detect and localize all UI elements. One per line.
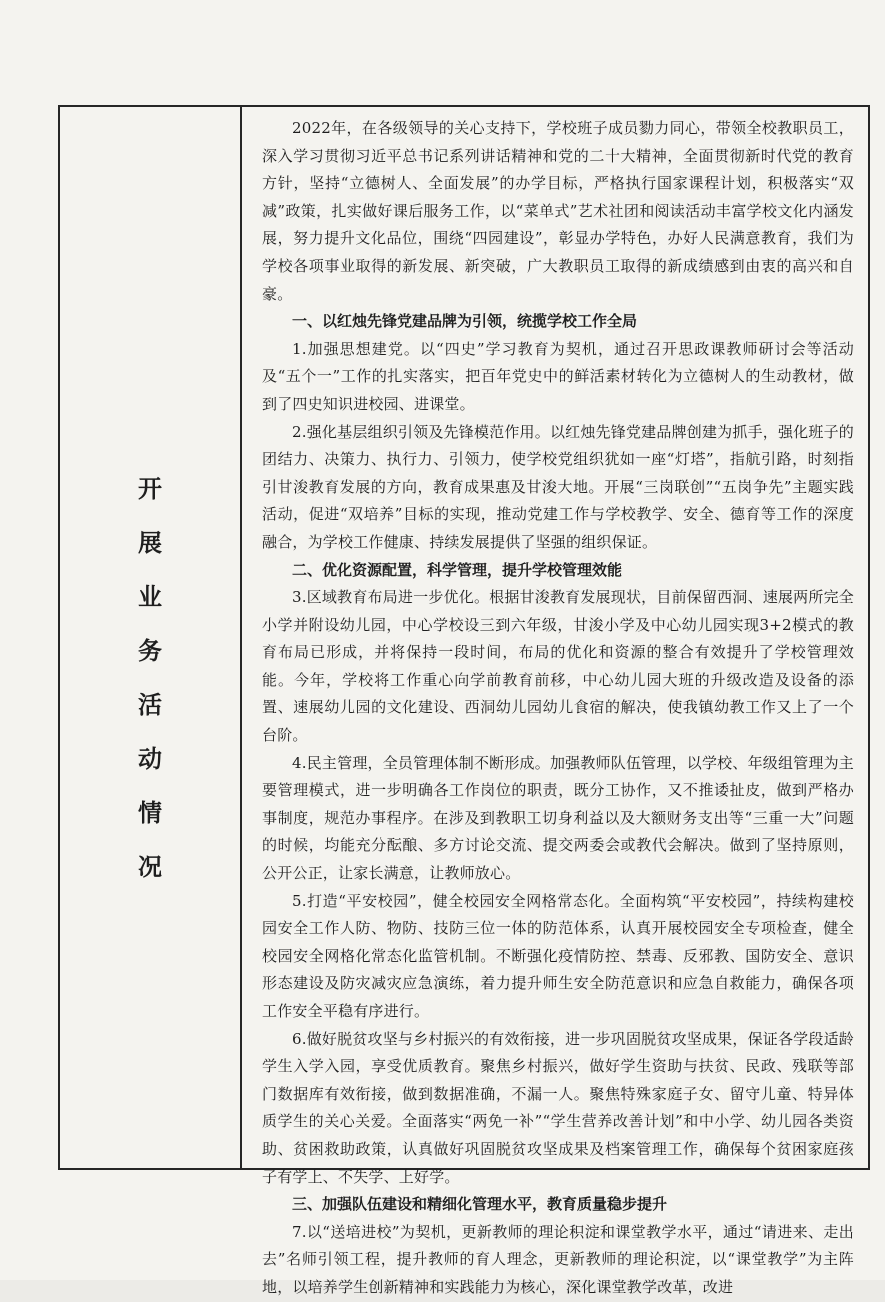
- row-label-char: 活: [138, 689, 162, 719]
- row-label-char: 业: [138, 581, 162, 611]
- item-paragraph-6: 6.做好脱贫攻坚与乡村振兴的有效衔接，进一步巩固脱贫攻坚成果，保证各学段适龄学生入学入园，享受优质教育。聚焦乡村振兴，做好学生资助与扶贫、民政、残联等部门数据库有效衔接，做到数据准确，不漏一人。聚焦特殊家庭子女、留守儿童、特异体质学生的关心关爱。全面落实“两免一补”“学生营养改善计划”和中小学、幼儿园各类资助、贫困救助政策，认真做好巩固脱贫攻坚成果及档案管理工作，确保每个贫困家庭孩子有学上、不失学、上好学。: [262, 1029, 854, 1186]
- row-label-char: 情: [138, 797, 162, 827]
- section-heading-2: 二、优化资源配置，科学管理，提升学校管理效能: [292, 560, 623, 579]
- section-heading-3: 三、加强队伍建设和精细化管理水平，教育质量稳步提升: [292, 1195, 668, 1214]
- item-paragraph-3: 3.区域教育布局进一步优化。根据甘浚教育发展现状，目前保留西洞、速展两所完全小学并附设幼儿园，中心学校设三到六年级，甘浚小学及中心幼儿园实现3+2模式的教育布局已形成，并将保持一段时间，布局的优化和资源的整合有效提升了学校管理效能。今年，学校将工作重心向学前教育前移，中心幼儿园大班的升级改造及设备的添置、速展幼儿园的文化建设、西洞幼儿园幼儿食宿的解决，使我镇幼教工作又上了一个台阶。: [262, 588, 854, 745]
- row-label-char: 开: [138, 473, 162, 503]
- item-paragraph-1: 1.加强思想建党。以“四史”学习教育为契机，通过召开思政课教师研讨会等活动及“五个一”工作的扎实落实，把百年党史中的鲜活素材转化为立德树人的生动教材，做到了四史知识进校园、进课堂。: [262, 339, 854, 413]
- item-paragraph-4: 4.民主管理，全员管理体制不断形成。加强教师队伍管理，以学校、年级组管理为主要管理模式，进一步明确各工作岗位的职责，既分工协作，又不推诿扯皮，做到严格办事制度，规范办事程序。在涉及到教职工切身利益以及大额财务支出等“三重一大”问题的时候，均能充分酝酿、多方讨论交流、提交两委会或教代会解决。做到了坚持原则，公开公正，让家长满意，让教师放心。: [262, 753, 854, 883]
- row-label-char: 务: [138, 635, 162, 665]
- row-label-cell: [60, 107, 242, 1168]
- row-label-char: 展: [138, 527, 162, 557]
- section-heading-1: 一、以红烛先锋党建品牌为引领，统揽学校工作全局: [292, 312, 638, 331]
- item-paragraph-5: 5.打造“平安校园”，健全校园安全网格常态化。全面构筑“平安校园”，持续构建校园安全工作人防、物防、技防三位一体的防范体系，认真开展校园安全专项检查，健全校园安全网格化常态化监管机制。不断强化疫情防控、禁毒、反邪教、国防安全、意识形态建设及防灾减灾应急演练，着力提升师生安全防范意识和应急自救能力，确保各项工作安全平稳有序进行。: [262, 891, 854, 1020]
- row-label-char: 动: [138, 743, 162, 773]
- row-label-char: 况: [138, 851, 162, 881]
- report-table: [58, 105, 870, 1296]
- item-paragraph-2: 2.强化基层组织引领及先锋模范作用。以红烛先锋党建品牌创建为抓手，强化班子的团结力、决策力、执行力、引领力，使学校党组织犹如一座“灯塔”，指航引路，时刻指引甘浚教育发展的方向，教育成果惠及甘浚大地。开展“三岗联创”“五岗争先”主题实践活动，促进“双培养”目标的实现，推动党建工作与学校教学、安全、德育等工作的深度融合，为学校工作健康、持续发展提供了坚强的组织保证。: [262, 422, 854, 551]
- row-label: [138, 462, 162, 894]
- item-paragraph-7: 7.以“送培进校”为契机，更新教师的理论积淀和课堂教学水平，通过“请进来、走出去”名师引领工程，提升教师的育人理念，更新教师的理论积淀，以“课堂教学”为主阵地，以培养学生创新精神和实践能力为核心，深化课堂教学改革，改进: [262, 1222, 854, 1296]
- intro-paragraph: 2022年，在各级领导的关心支持下，学校班子成员勠力同心，带领全校教职员工，深入学习贯彻习近平总书记系列讲话精神和党的二十大精神，全面贯彻新时代党的教育方针，坚持“立德树人、全面发展”的办学目标，严格执行国家课程计划，积极落实“双减”政策，扎实做好课后服务工作，以“菜单式”艺术社团和阅读活动丰富学校文化内涵发展，努力提升文化品位，围绕“四园建设”，彰显办学特色，办好人民满意教育，我们为学校各项事业取得的新发展、新突破，广大教职员工取得的新成绩感到由衷的高兴和自豪。: [262, 119, 854, 303]
- content-cell: [242, 107, 868, 1296]
